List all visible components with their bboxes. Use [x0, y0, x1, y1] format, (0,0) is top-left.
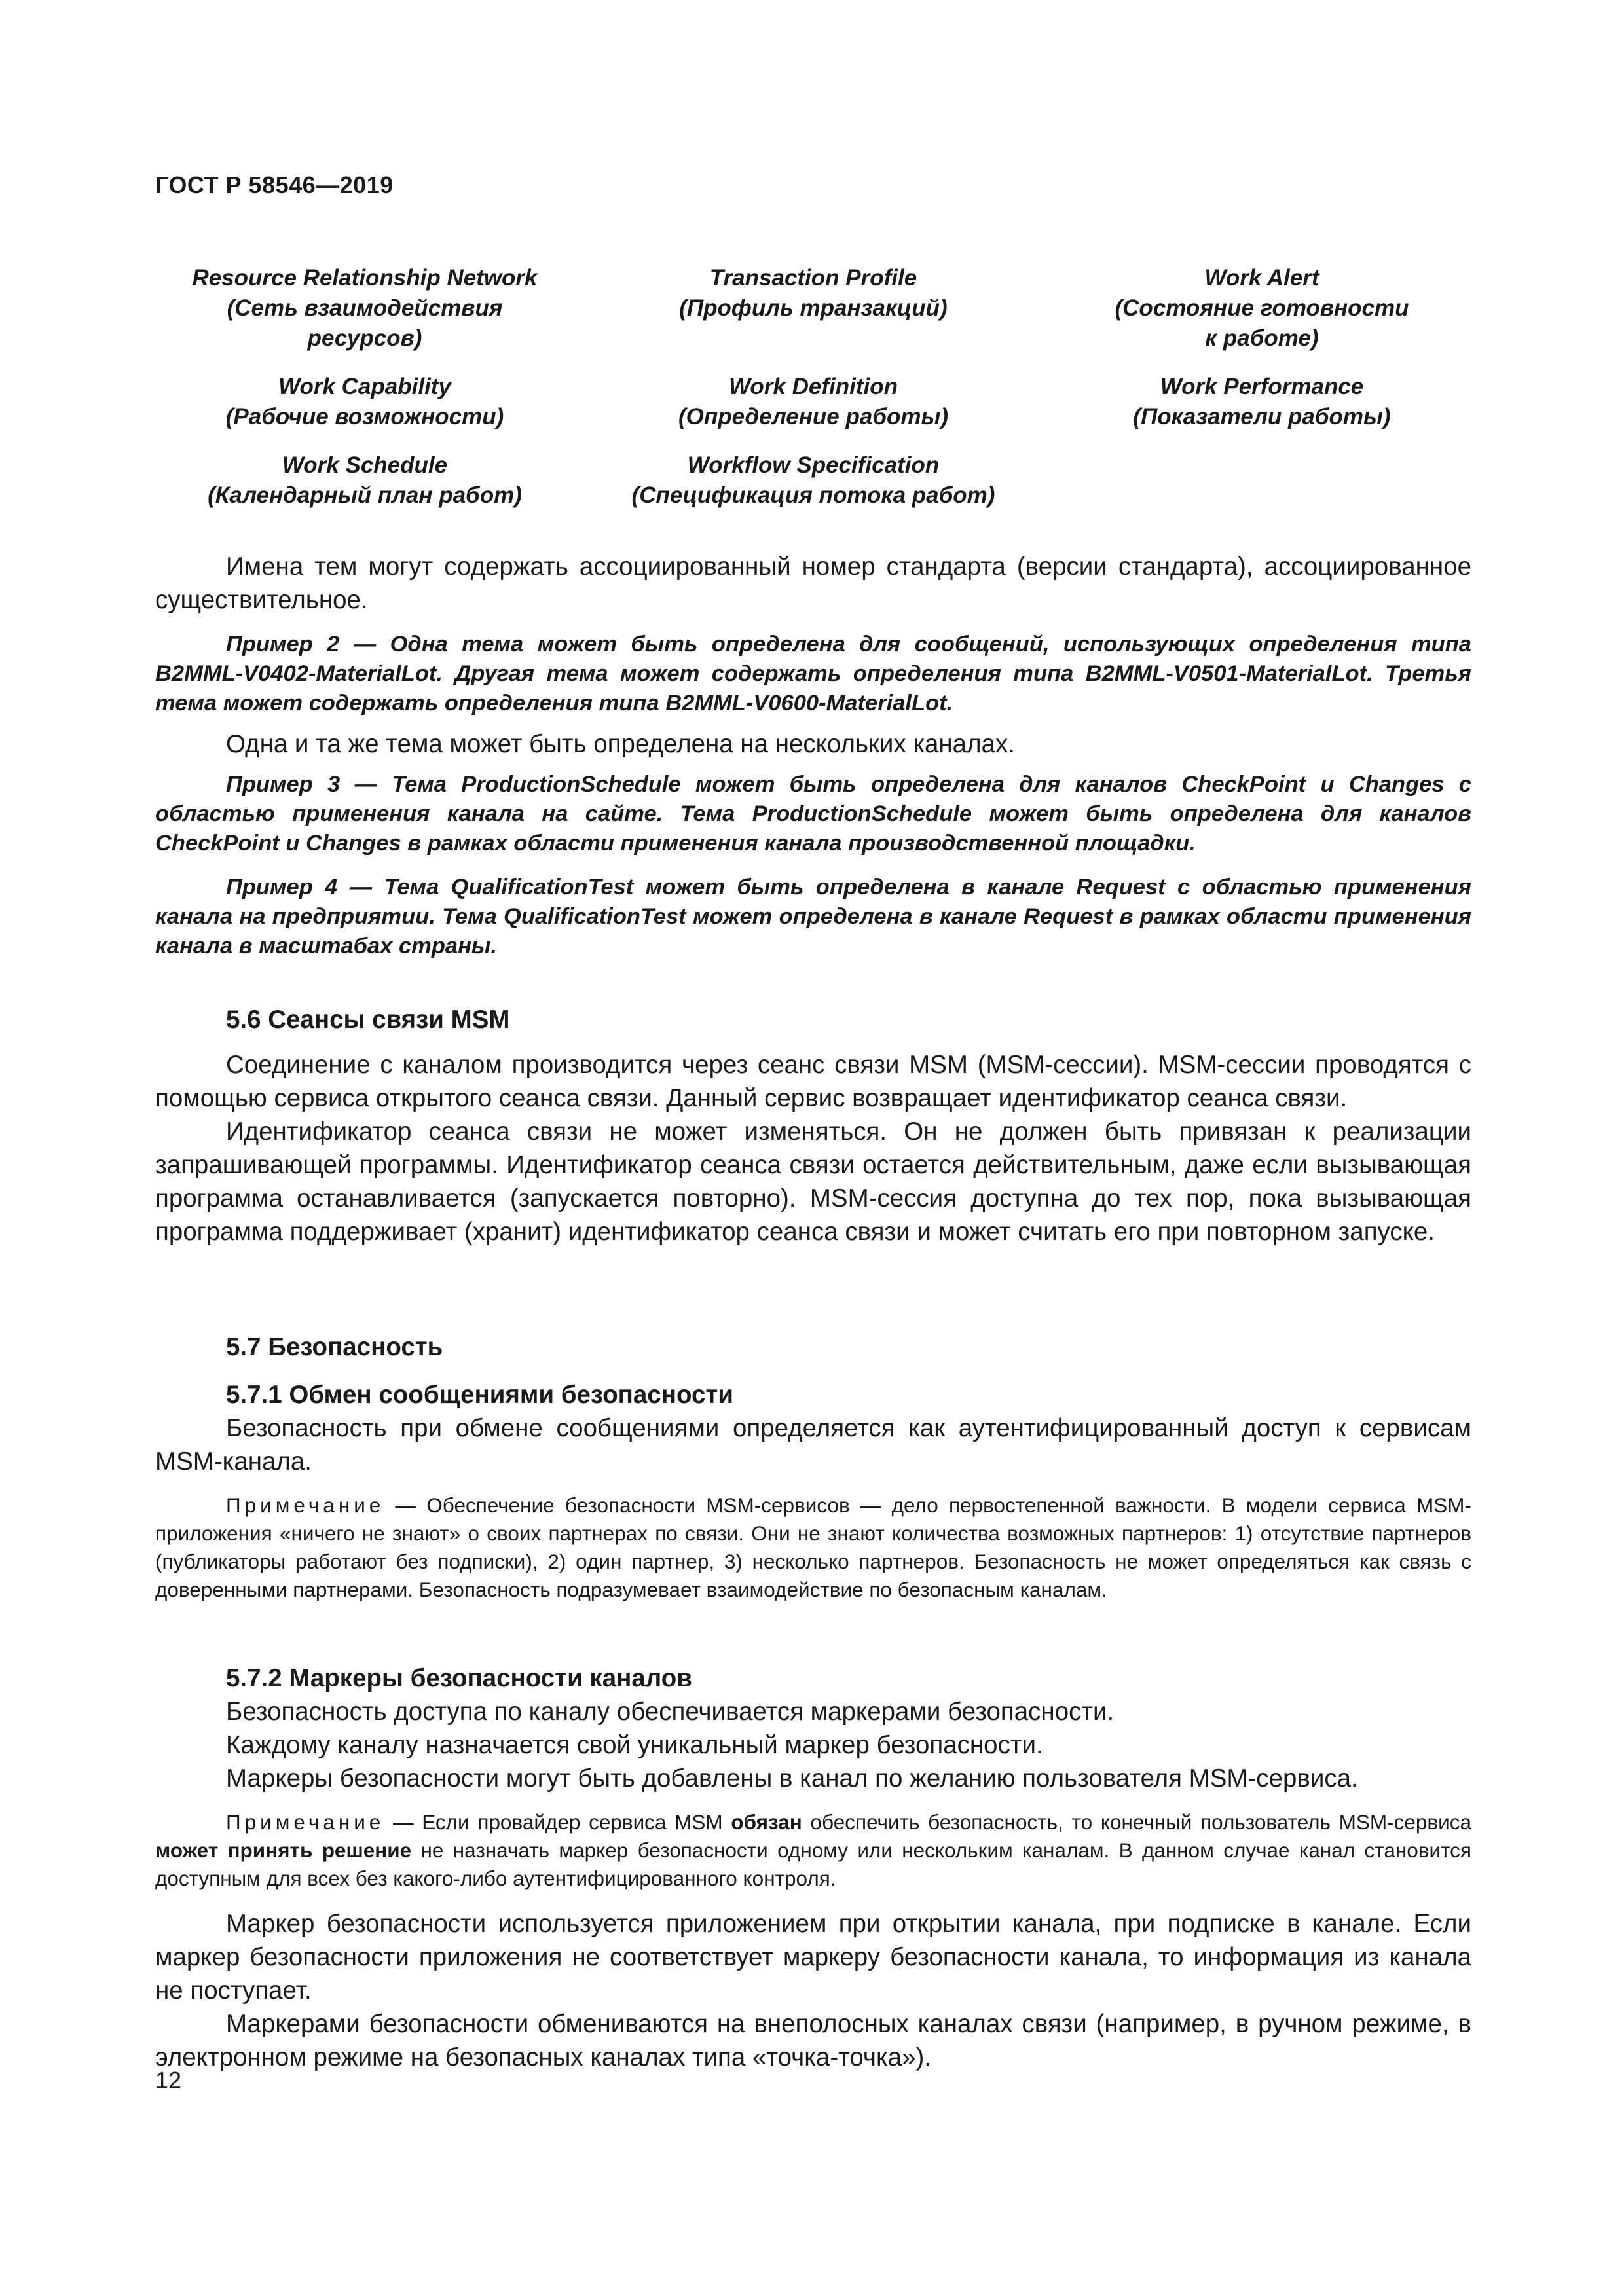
heading-5-7-1: 5.7.1 Обмен сообщениями безопасности [226, 1381, 733, 1409]
example-2: Пример 2 — Одна тема может быть определена для сообщений, использующих определения типа B2MML-V0402-MaterialLot. Другая тема может содержать определения типа B2MML-V0501-MaterialLot. Третья тема может содержать определения типа B2MML-V0600-MaterialLot. [155, 632, 1471, 716]
paragraph-msm-session: Соединение с каналом производится через сеанс связи MSM (MSM-сессии). MSM-сессии проводятся с помощью сервиса открытого сеанса связи. Данный сервис возвращает идентификатор сеанса связи. [155, 1051, 1471, 1112]
heading-5-7-2: 5.7.2 Маркеры безопасности каналов [226, 1664, 692, 1692]
section-5-6 [155, 1003, 1471, 1248]
paragraph-topic-names: Имена тем могут содержать ассоциированный номер стандарта (версии стандарта), ассоциированное существительное. [155, 553, 1471, 614]
paragraph-same-topic: Одна и та же тема может быть определена на нескольких каналах. [226, 730, 1015, 758]
topic-work-alert: Work Alert (Состояние готовности к работе) [1115, 265, 1409, 351]
note-1: Примечание — Обеспечение безопасности MSM-сервисов — дело первостепенной важности. В модели сервиса MSM-приложения «ничего не знают» о своих партнерах по связи. Они не знают количества возможных партнеров: 1) отсутствие партнеров (публикаторы работают без подписки), 2) один партнер, 3) несколько партнеров. Безопасность не может определяться как связь с доверенными партнерами. Безопасность подразумевает взаимодействие по безопасным каналам. [155, 1493, 1471, 1601]
page-number: 12 [155, 2067, 182, 2094]
topic-resource-relationship-network: Resource Relationship Network (Сеть взаимодействия ресурсов) [192, 265, 538, 351]
section-5-7 [155, 1330, 1471, 1604]
topic-work-schedule: Work Schedule (Календарный план работ) [208, 452, 522, 508]
topic-work-capability: Work Capability (Рабочие возможности) [225, 374, 504, 429]
paragraph-unique-marker: Каждому каналу назначается свой уникальный маркер безопасности. [226, 1731, 1043, 1759]
document-header: ГОСТ Р 58546—2019 [155, 172, 394, 198]
topic-work-performance: Work Performance (Показатели работы) [1133, 374, 1391, 429]
heading-5-6: 5.6 Сеансы связи MSM [226, 1006, 510, 1034]
topic-workflow-specification: Workflow Specification (Спецификация потока работ) [631, 452, 995, 508]
topic-transaction-profile: Transaction Profile (Профиль транзакций) [679, 265, 948, 321]
note-2-label: Примечание [226, 1810, 385, 1834]
note-2: Примечание — Если провайдер сервиса MSM обязан обеспечить безопасность, то конечный пользователь MSM-сервиса может принять решение не назначать маркер безопасности одному или нескольким каналам. В данном случае канал становится доступным для всех без какого-либо аутентифицированного контроля. [155, 1810, 1472, 1890]
paragraph-session-id: Идентификатор сеанса связи не может изменяться. Он не должен быть привязан к реализации запрашивающей программы. Идентификатор сеанса связи остается действительным, даже если вызывающая программа останавливается (запускается повторно). MSM-сессия доступна до тех пор, пока вызывающая программа поддерживает (хранит) идентификатор сеанса связи и может считать его при повторном запуске. [155, 1118, 1471, 1246]
paragraph-messaging-security: Безопасность при обмене сообщениями определяется как аутентифицированный доступ к сервисам MSM-канала. [155, 1414, 1471, 1476]
paragraph-marker-usage: Маркер безопасности используется приложением при открытии канала, при подписке в канале. Если маркер безопасности приложения не соответствует маркеру безопасности канала, то информация из канала не поступает. [155, 1910, 1471, 2005]
body-section-topics [155, 550, 1471, 961]
heading-5-7: 5.7 Безопасность [226, 1333, 443, 1361]
note-1-label: Примечание [226, 1493, 385, 1517]
section-5-7-2 [155, 1662, 1471, 2074]
example-3: Пример 3 — Тема ProductionSchedule может быть определена для каналов CheckPoint и Changes с областью применения канала на сайте. Тема ProductionSchedule может быть определена для каналов CheckPoint и Changes в рамках области применения канала производственной площадки. [155, 772, 1471, 856]
paragraph-markers-optional: Маркеры безопасности могут быть добавлены в канал по желанию пользователя MSM-сервиса. [226, 1764, 1358, 1793]
example-4: Пример 4 — Тема QualificationTest может быть определена в канале Request с областью применения канала на предприятии. Тема QualificationTest может определена в канале Request в рамках области применения канала в масштабах страны. [155, 875, 1471, 958]
paragraph-access-security: Безопасность доступа по каналу обеспечивается маркерами безопасности. [226, 1698, 1115, 1726]
topic-work-definition: Work Definition (Определение работы) [678, 374, 949, 429]
paragraph-marker-exchange: Маркерами безопасности обмениваются на внеполосных каналах связи (например, в ручном режиме, в электронном режиме на безопасных каналах типа «точка-точка»). [155, 2010, 1471, 2071]
